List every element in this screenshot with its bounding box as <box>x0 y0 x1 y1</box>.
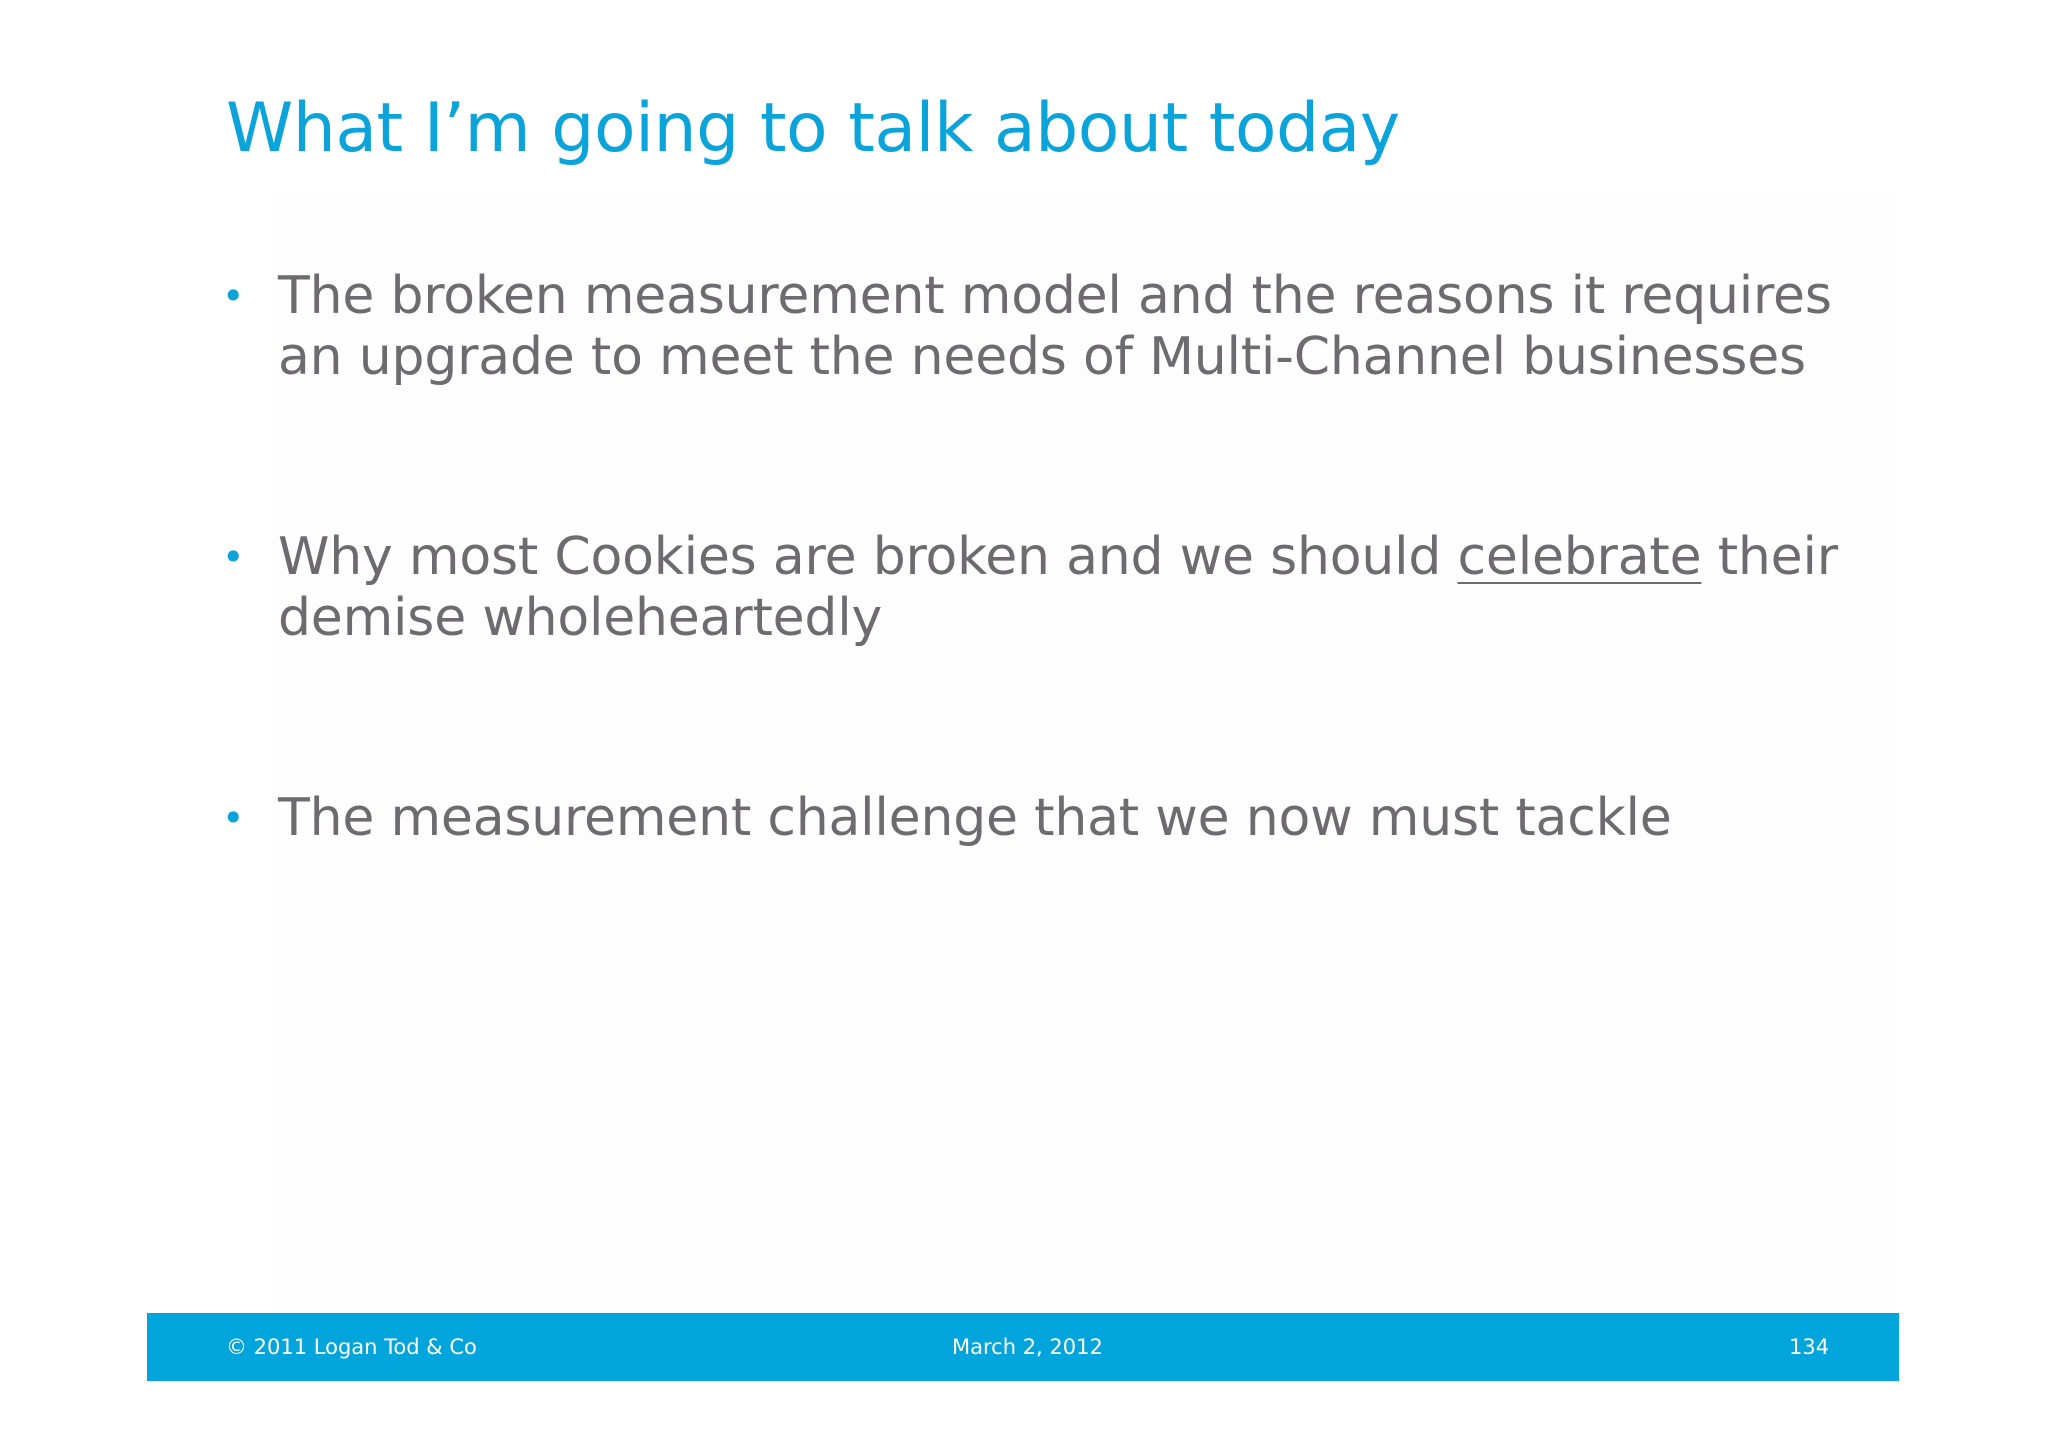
footer-page-number: 134 <box>1789 1335 1830 1359</box>
bullet-item <box>222 266 1862 388</box>
bullet-item <box>222 788 1862 849</box>
bullet-marker: • <box>222 535 245 579</box>
underlined-word: celebrate <box>1457 527 1702 587</box>
footer-copyright: © 2011 Logan Tod & Co <box>226 1335 477 1359</box>
slide-title: What I’m going to talk about today <box>226 89 1400 168</box>
bullet-text-part: Why most Cookies are broken and we should <box>278 527 1458 587</box>
bullet-marker: • <box>222 796 245 840</box>
bullet-text: The measurement challenge that we now must tackle <box>278 788 1672 848</box>
footer-bar <box>147 1313 1899 1381</box>
bullet-text <box>278 527 1838 648</box>
bullet-text: The broken measurement model and the reasons it requires an upgrade to meet the needs of Multi-Channel businesses <box>278 266 1832 387</box>
bullet-list <box>222 266 1862 849</box>
bullet-item <box>222 527 1862 649</box>
bullet-text-part: their demise wholeheartedly <box>278 527 1838 648</box>
bullet-marker: • <box>222 274 245 318</box>
footer-date: March 2, 2012 <box>952 1335 1103 1359</box>
